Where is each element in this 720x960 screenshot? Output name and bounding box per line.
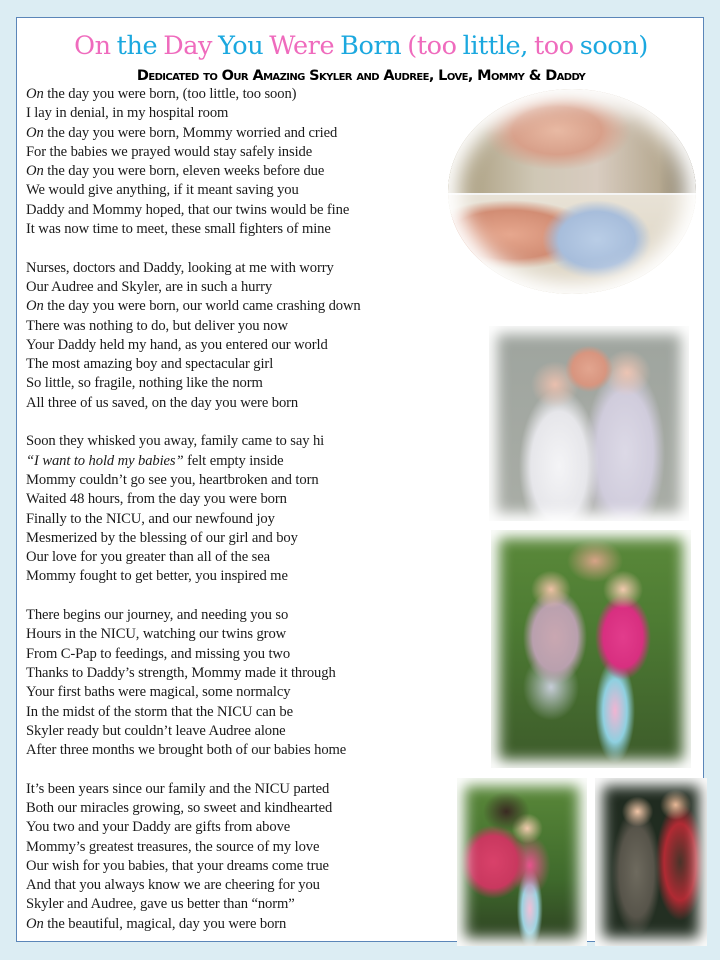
title-word: too — [533, 31, 574, 61]
poem-line: “I want to hold my babies” felt empty inside — [26, 452, 284, 469]
poem-line: I lay in denial, in my hospital room — [26, 105, 229, 122]
poem-line: Mommy couldn’t go see you, heartbroken and torn — [26, 471, 319, 488]
stanza-2 — [26, 259, 446, 413]
poem-line: It’s been years since our family and the NICU parted — [26, 780, 330, 797]
poem-line: Your first baths were magical, some normalcy — [26, 684, 291, 701]
title-word: Were — [269, 31, 335, 61]
title-word: the — [116, 31, 158, 61]
poem-line: There was nothing to do, but deliver you now — [26, 317, 288, 334]
poem-line: On the beautiful, magical, day you were born — [26, 915, 287, 932]
poem-line: Our love for you greater than all of the sea — [26, 549, 271, 566]
poem-line: On the day you were born, (too little, too soon) — [26, 86, 297, 102]
dedication-subtitle: Dedicated to Our Amazing Skyler and Audree, Love, Mommy & Daddy — [136, 68, 586, 84]
title-word: On — [74, 31, 111, 61]
title-word: You — [218, 31, 264, 61]
poem-line: Thanks to Daddy’s strength, Mommy made it through — [26, 664, 336, 681]
poem-line: Nurses, doctors and Daddy, looking at me with worry — [26, 259, 334, 276]
poem-line: Both our miracles growing, so sweet and kindhearted — [26, 799, 333, 816]
poem-line: Skyler and Audree, gave us better than “norm” — [26, 896, 295, 913]
poem-page — [16, 17, 704, 942]
stanza-3 — [26, 432, 446, 586]
poem-line: Your Daddy held my hand, as you entered our world — [26, 336, 328, 353]
twins-dressed-up-photo — [595, 778, 707, 946]
poem-line: All three of us saved, on the day you were born — [26, 394, 299, 411]
poem-line: Hours in the NICU, watching our twins grow — [26, 626, 287, 643]
poem-line: You two and your Daddy are gifts from above — [26, 819, 291, 836]
poem-line: On the day you were born, eleven weeks before due — [26, 163, 325, 180]
stanza-4 — [26, 606, 446, 760]
poem-line: Mesmerized by the blessing of our girl and boy — [26, 529, 298, 546]
poem-line: Soon they whisked you away, family came to say hi — [26, 433, 325, 450]
poem-line: Finally to the NICU, and our newfound joy — [26, 510, 275, 527]
poem-line: So little, so fragile, nothing like the norm — [26, 375, 263, 392]
newborns-photo — [448, 89, 696, 294]
page-title — [17, 28, 705, 64]
mom-with-daughter-photo — [457, 778, 587, 946]
title-word: little, — [462, 31, 528, 61]
poem-line: After three months we brought both of our babies home — [26, 742, 347, 759]
poem-line: Daddy and Mommy hoped, that our twins would be fine — [26, 201, 350, 218]
title-word: Born — [340, 31, 402, 61]
poem-line: We would give anything, if it meant saving you — [26, 182, 299, 199]
poem-line: Our Audree and Skyler, are in such a hurry — [26, 278, 273, 295]
dad-with-twins-photo — [489, 326, 689, 521]
mom-with-twins-photo — [491, 530, 691, 768]
title-word: (too — [407, 31, 457, 61]
poem-line: On the day you were born, Mommy worried and cried — [26, 124, 338, 141]
poem-body — [26, 85, 446, 953]
poem-line: Mommy fought to get better, you inspired me — [26, 568, 288, 585]
poem-line: And that you always know we are cheering for you — [26, 877, 320, 894]
title-word: soon) — [579, 31, 648, 61]
poem-line: On the day you were born, our world came crashing down — [26, 298, 361, 315]
poem-line: The most amazing boy and spectacular girl — [26, 356, 274, 373]
poem-line: From C-Pap to feedings, and missing you two — [26, 645, 291, 662]
title-word: Day — [163, 31, 213, 61]
poem-line: Waited 48 hours, from the day you were born — [26, 491, 287, 508]
stanza-1 — [26, 85, 446, 239]
poem-line: For the babies we prayed would stay safely inside — [26, 143, 313, 160]
poem-line: In the midst of the storm that the NICU can be — [26, 703, 293, 720]
poem-line: Skyler ready but couldn’t leave Audree alone — [26, 722, 286, 739]
stanza-5 — [26, 780, 446, 934]
poem-line: There begins our journey, and needing you so — [26, 607, 289, 624]
poem-line: Our wish for you babies, that your dreams come true — [26, 857, 329, 874]
poem-line: Mommy’s greatest treasures, the source of my love — [26, 838, 320, 855]
poem-line: It was now time to meet, these small fighters of mine — [26, 221, 331, 238]
